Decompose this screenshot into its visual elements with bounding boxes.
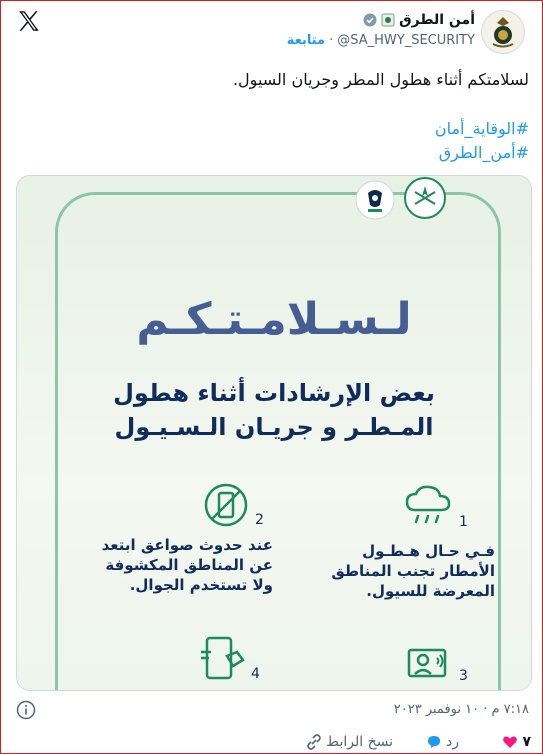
link-icon	[306, 734, 322, 750]
timestamp[interactable]: ٧:١٨ م · ١٠ نوفمبر ٢٠٢٣	[393, 702, 529, 717]
info-icon[interactable]	[16, 700, 36, 720]
tip-number: 2	[255, 512, 264, 528]
tip-text	[295, 541, 495, 601]
tip-text	[53, 535, 273, 595]
media-image[interactable]	[16, 175, 532, 691]
hashtag-link[interactable]: #أمن_الطرق	[438, 143, 529, 162]
hashtags	[435, 117, 529, 165]
action-bar	[0, 734, 543, 754]
x-logo-icon[interactable]	[16, 8, 42, 34]
person-screen-icon	[405, 644, 451, 690]
saudi-emblem-logo	[403, 176, 447, 220]
reply-icon	[426, 734, 442, 750]
like-count: ٧	[522, 734, 531, 750]
tip-line: عند حدوث صواعق ابتعد	[101, 536, 273, 554]
separator-dot: ·	[329, 33, 334, 48]
tip-number: 3	[459, 668, 468, 684]
government-badge-icon	[381, 13, 395, 27]
no-phone-icon	[203, 482, 249, 528]
road-security-logo	[353, 178, 397, 222]
phone-warning-icon	[197, 634, 247, 682]
hashtag-link[interactable]: #الوقاية_أمان	[434, 119, 529, 138]
reply-action[interactable]	[426, 734, 459, 750]
tweet-text: لسلامتكم أثناء هطول المطر وجريان السيول.	[232, 70, 529, 89]
like-action[interactable]	[502, 734, 531, 750]
copy-link-label: نسخ الرابط	[326, 734, 393, 750]
verified-badge-icon	[363, 13, 377, 27]
copy-link-action[interactable]	[306, 734, 393, 750]
tip-number: 1	[459, 514, 468, 530]
tweet-header	[225, 8, 525, 54]
display-name[interactable]: أمن الطرق	[399, 12, 475, 28]
emblem-icon	[482, 11, 524, 53]
tip-line: فـي حـال هـطـول	[362, 542, 495, 560]
media-subhead	[17, 376, 531, 444]
tip-number: 4	[251, 666, 260, 682]
handle-row	[287, 33, 475, 48]
rain-cloud-icon	[403, 482, 453, 528]
tip-line: المعرضة للسيول.	[366, 582, 495, 600]
name-row	[363, 12, 475, 28]
subhead-line: المـطـر و جريـان الـسـيـول	[114, 413, 434, 441]
handle[interactable]: @SA_HWY_SECURITY	[337, 33, 475, 48]
reply-label: رد	[446, 734, 459, 750]
tip-line: الأمطار تجنب المناطق	[331, 562, 495, 580]
follow-button[interactable]: متابعة	[286, 33, 326, 48]
subhead-line: بعض الإرشادات أثناء هطول	[113, 379, 435, 407]
avatar[interactable]	[481, 10, 525, 54]
media-headline: لـسـلامـتـكـم	[136, 294, 412, 345]
tip-line: عن المناطق المكشوفة	[105, 556, 273, 574]
tip-line: ولا تستخدم الجوال.	[129, 576, 273, 594]
heart-icon	[502, 734, 518, 750]
tweet-footer	[16, 698, 529, 726]
